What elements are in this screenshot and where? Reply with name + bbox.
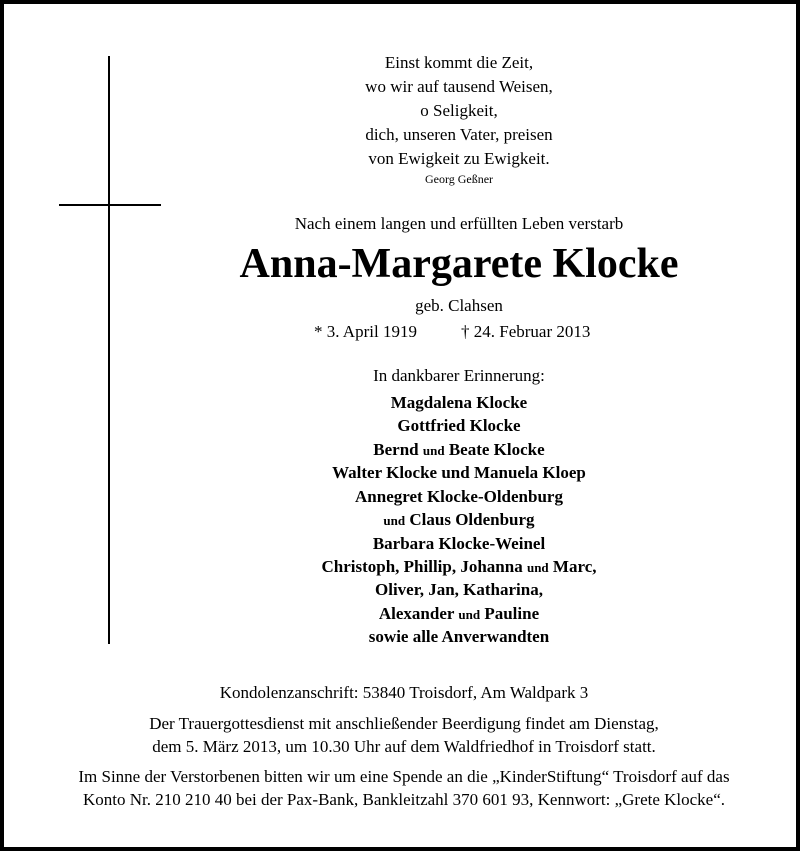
mourner-name: Claus Oldenburg <box>409 510 535 529</box>
mourner-line: Barbara Klocke-Weinel <box>372 534 546 553</box>
donation-line-1: Im Sinne der Verstorbenen bitten wir um eine Spende an die „KinderStiftung“ Troisdorf auf das <box>78 767 730 786</box>
mourner-name: Bernd <box>373 440 419 459</box>
mourner-line: sowie alle Anverwandten <box>368 627 550 646</box>
mourner-line <box>59 510 800 530</box>
birth-date: * 3. April 1919 <box>314 322 417 341</box>
mourner-line: Gottfried Klocke <box>397 416 521 435</box>
mourner-name: Pauline <box>484 604 540 623</box>
condolence-address: Kondolenzanschrift: 53840 Troisdorf, Am Waldpark 3 <box>219 683 589 702</box>
service-line-2: dem 5. März 2013, um 10.30 Uhr auf dem Waldfriedhof in Troisdorf statt. <box>152 737 656 756</box>
mourner-conjunction: und <box>526 560 549 575</box>
maiden-name: geb. Clahsen <box>415 296 503 315</box>
mourner-conjunction: und <box>422 443 445 458</box>
mourner-line: Magdalena Klocke <box>390 393 528 412</box>
mourner-line <box>59 557 800 577</box>
deceased-name: Anna-Margarete Klocke <box>239 241 679 287</box>
memory-heading: In dankbarer Erinnerung: <box>373 366 545 385</box>
poem-line-3: o Seligkeit, <box>420 101 498 120</box>
mourner-line: Oliver, Jan, Katharina, <box>375 580 543 599</box>
poem-line-5: von Ewigkeit zu Ewigkeit. <box>368 149 550 168</box>
mourner-name: Alexander <box>378 604 455 623</box>
death-date: † 24. Februar 2013 <box>461 322 591 341</box>
mourner-conjunction: und <box>383 513 406 528</box>
mourner-line <box>59 440 800 460</box>
mourner-line: Annegret Klocke-Oldenburg <box>355 487 563 506</box>
cross-icon-horizontal-bar <box>59 204 161 206</box>
poem-author: Georg Geßner <box>424 172 494 186</box>
intro-text: Nach einem langen und erfüllten Leben verstarb <box>294 214 624 233</box>
poem-line-4: dich, unseren Vater, preisen <box>365 125 553 144</box>
donation-line-2: Konto Nr. 210 210 40 bei der Pax-Bank, Bankleitzahl 370 601 93, Kennwort: „Grete Klocke“. <box>82 790 726 809</box>
poem-line-2: wo wir auf tausend Weisen, <box>365 77 553 96</box>
mourner-conjunction: und <box>458 607 481 622</box>
service-line-1: Der Trauergottesdienst mit anschließender Beerdigung findet am Dienstag, <box>149 714 659 733</box>
mourner-line: Walter Klocke und Manuela Kloep <box>332 463 586 482</box>
mourner-line <box>59 604 800 624</box>
mourner-name: Marc, <box>552 557 597 576</box>
mourner-name: Christoph, Phillip, Johanna <box>321 557 523 576</box>
poem-line-1: Einst kommt die Zeit, <box>384 53 534 72</box>
mourner-name: Beate Klocke <box>448 440 545 459</box>
